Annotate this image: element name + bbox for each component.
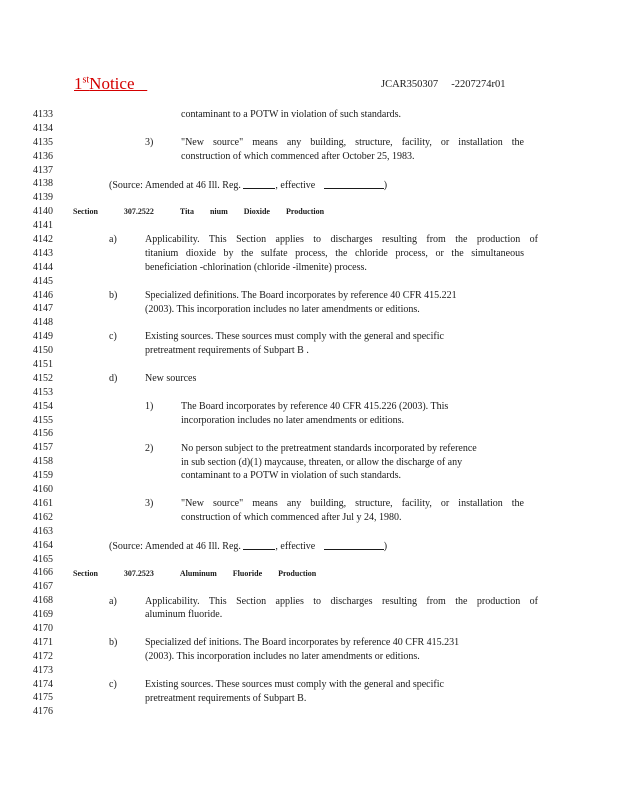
line-number: 4172 (33, 650, 53, 662)
line-number: 4142 (33, 234, 53, 246)
section-heading (73, 205, 324, 219)
list-marker: 2) (145, 442, 154, 454)
line-number: 4163 (33, 525, 53, 537)
list-marker: b) (109, 289, 118, 301)
body-line: in sub section (d)(1) maycause, threaten, or allow the discharge of any (181, 456, 463, 468)
source-note-text: (Source: Amended at 46 Ill. Reg. (109, 540, 241, 552)
body-line: The Board incorporates by reference 40 CFR 415.226 (2003). This (181, 400, 449, 412)
section-heading (73, 567, 316, 581)
list-marker: 3) (145, 136, 154, 148)
line-number: 4174 (33, 678, 53, 690)
list-marker: c) (109, 678, 117, 690)
body-line: construction of which commenced after October 25, 1983. (181, 150, 415, 162)
body-line: aluminum fluoride. (145, 609, 223, 621)
line-number: 4158 (33, 456, 53, 468)
line-number: 4134 (33, 122, 53, 134)
line-number: 4171 (33, 636, 53, 648)
body-line: Existing sources. These sources must comply with the general and specific (145, 678, 444, 690)
blank-register-number (243, 539, 275, 550)
notice-ordinal: st (82, 74, 90, 86)
line-number: 4154 (33, 400, 53, 412)
line-number: 4161 (33, 497, 53, 509)
body-line: Applicability. This Section applies to discharges resulting from the production of (145, 595, 538, 607)
body-line: contaminant to a POTW in violation of such standards. (181, 470, 402, 482)
body-line: contaminant to a POTW in violation of such standards. (181, 109, 402, 120)
body-line: (2003). This incorporation includes no later amendments or editions. (145, 303, 420, 315)
line-number: 4151 (33, 359, 53, 371)
line-number: 4143 (33, 247, 53, 259)
source-note-close: ) (383, 540, 388, 552)
line-number: 4150 (33, 345, 53, 357)
line-number: 4156 (33, 428, 53, 440)
body-line: No person subject to the pretreatment standards incorporated by reference (181, 442, 477, 454)
body-line: construction of which commenced after Jul y 24, 1980. (181, 512, 402, 524)
list-marker: 1) (145, 400, 154, 412)
section-label: Section (73, 207, 98, 217)
line-number-column (33, 108, 73, 719)
body-line: beneficiation -chlorination (chloride -ilmenite) process. (145, 261, 367, 273)
line-number: 4148 (33, 317, 53, 329)
document-reference: JCAR350307 -2207274r01 (381, 79, 506, 90)
line-number: 4144 (33, 261, 53, 273)
blank-effective-date (324, 178, 384, 189)
body-line: pretreatment requirements of Subpart B. (145, 692, 307, 704)
line-number: 4173 (33, 664, 53, 676)
body-line: Applicability. This Section applies to discharges resulting from the production of (145, 234, 538, 246)
section-label: Section (73, 568, 98, 578)
source-note-close: ) (383, 179, 388, 191)
body-line: Specialized definitions. The Board incorporates by reference 40 CFR 415.221 (145, 289, 457, 301)
list-marker: a) (109, 595, 117, 607)
line-number: 4139 (33, 192, 53, 204)
line-number: 4176 (33, 706, 53, 718)
body-line: pretreatment requirements of Subpart B . (145, 345, 309, 357)
notice-heading (74, 74, 147, 94)
line-number: 4164 (33, 539, 53, 551)
body-line: Specialized def initions. The Board incorporates by reference 40 CFR 415.231 (145, 637, 460, 649)
blank-register-number (243, 178, 275, 189)
source-note-effective: , effective (275, 179, 316, 191)
list-marker: d) (109, 373, 118, 385)
section-title: Aluminum Fluoride Production (179, 568, 317, 578)
line-number: 4137 (33, 164, 53, 176)
body-line: "New source" means any building, structure, facility, or installation the (181, 498, 524, 510)
line-number: 4167 (33, 581, 53, 593)
line-number: 4135 (33, 136, 53, 148)
body-line: titanium dioxide by the sulfate process, the chloride process, or the simultaneous (145, 248, 524, 259)
source-note-effective: , effective (275, 540, 316, 552)
body-line: "New source" means any building, structure, facility, or installation the (181, 136, 524, 148)
line-number: 4153 (33, 386, 53, 398)
line-number: 4165 (33, 553, 53, 565)
line-number: 4160 (33, 484, 53, 496)
list-marker: 3) (145, 498, 154, 510)
line-number: 4159 (33, 470, 53, 482)
section-number: 307.2523 (123, 568, 154, 578)
line-number: 4169 (33, 609, 53, 621)
blank-effective-date (324, 539, 384, 550)
body-line: incorporation includes no later amendments or editions. (181, 414, 404, 426)
line-number: 4147 (33, 303, 53, 315)
line-number: 4149 (33, 331, 53, 343)
section-title: Tita nium Dioxide Production (179, 207, 325, 217)
line-number: 4157 (33, 442, 53, 454)
line-number: 4162 (33, 511, 53, 523)
section-number: 307.2522 (123, 207, 154, 217)
body-line: Existing sources. These sources must comply with the general and specific (145, 331, 444, 343)
line-number: 4145 (33, 275, 53, 287)
line-number: 4138 (33, 178, 53, 190)
body-line: New sources (145, 373, 197, 385)
line-number: 4175 (33, 692, 53, 704)
list-marker: b) (109, 637, 118, 649)
list-marker: a) (109, 234, 117, 246)
line-number: 4170 (33, 622, 53, 634)
line-number: 4152 (33, 372, 53, 384)
notice-word: Notice (89, 74, 135, 93)
notice-number: 1 (74, 74, 83, 93)
line-number: 4168 (33, 595, 53, 607)
line-number: 4155 (33, 414, 53, 426)
line-number: 4136 (33, 150, 53, 162)
source-note (109, 539, 387, 553)
line-number: 4146 (33, 289, 53, 301)
source-note (109, 178, 387, 192)
line-number: 4141 (33, 220, 53, 232)
body-line: (2003). This incorporation includes no later amendments or editions. (145, 651, 420, 663)
line-number: 4140 (33, 206, 53, 218)
source-note-text: (Source: Amended at 46 Ill. Reg. (109, 179, 241, 191)
list-marker: c) (109, 331, 117, 343)
line-number: 4166 (33, 567, 53, 579)
line-number: 4133 (33, 109, 53, 120)
